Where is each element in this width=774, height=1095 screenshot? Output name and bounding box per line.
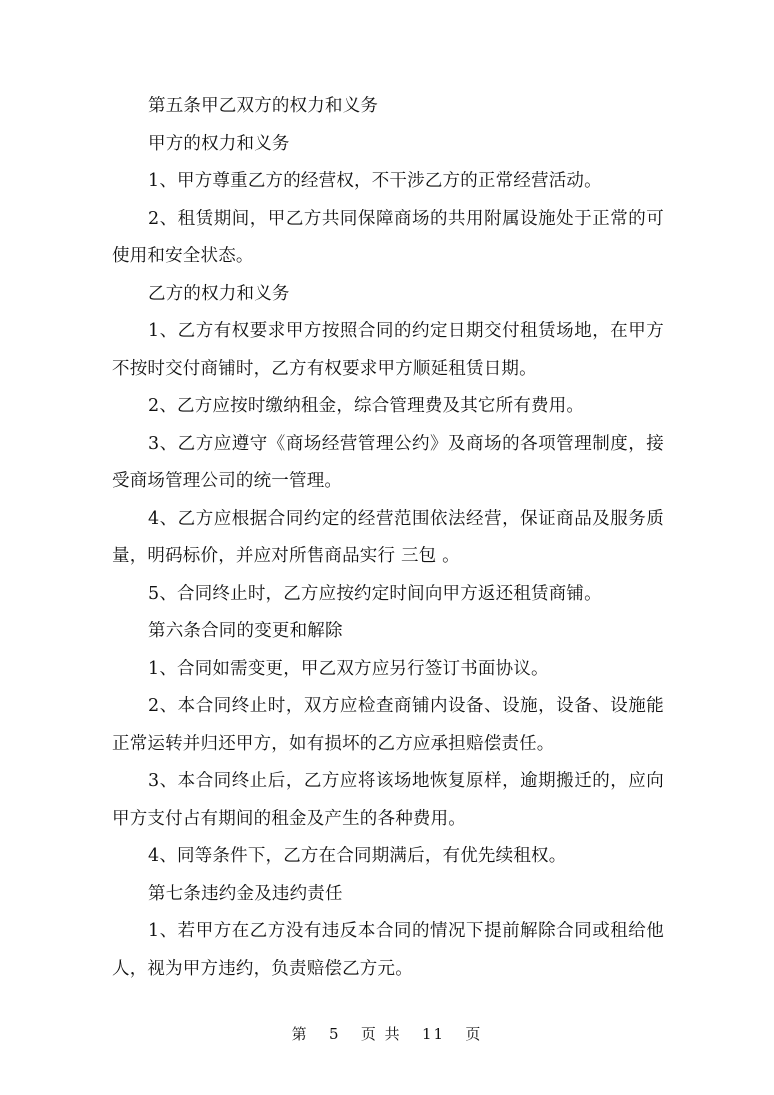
text-line: 1、甲方尊重乙方的经营权，不干涉乙方的正常经营活动。 bbox=[148, 171, 602, 191]
footer-middle: 页 共 bbox=[360, 1025, 402, 1043]
text-line: 人，视为甲方违约，负责赔偿乙方元。 bbox=[112, 958, 413, 979]
page-footer bbox=[0, 1024, 774, 1044]
footer-suffix: 页 bbox=[465, 1025, 483, 1043]
text-line: 不按时交付商铺时，乙方有权要求甲方顺延租赁日期。 bbox=[112, 358, 537, 379]
text-line: 乙方的权力和义务 bbox=[148, 283, 290, 304]
text-line: 量，明码标价，并应对所售商品实行 三包 。 bbox=[112, 546, 460, 566]
text-line: 1、乙方有权要求甲方按照合同的约定日期交付租赁场地，在甲方 bbox=[148, 321, 664, 341]
text-line: 2、租赁期间，甲乙方共同保障商场的共用附属设施处于正常的可 bbox=[148, 208, 664, 229]
document-body bbox=[112, 88, 664, 988]
text-line: 2、乙方应按时缴纳租金，综合管理费及其它所有费用。 bbox=[148, 396, 585, 416]
text-line: 3、乙方应遵守《商场经营管理公约》及商场的各项管理制度，接 bbox=[148, 433, 664, 454]
text-line: 5、合同终止时，乙方应按约定时间向甲方返还租赁商铺。 bbox=[148, 583, 602, 604]
text-line: 第六条合同的变更和解除 bbox=[148, 621, 343, 641]
text-line: 第五条甲乙双方的权力和义务 bbox=[148, 96, 379, 116]
text-line: 使用和安全状态。 bbox=[112, 246, 254, 266]
footer-prefix: 第 bbox=[291, 1025, 309, 1043]
text-line: 2、本合同终止时，双方应检查商铺内设备、设施，设备、设施能 bbox=[148, 696, 664, 716]
text-line: 1、合同如需变更，甲乙双方应另行签订书面协议。 bbox=[148, 658, 549, 679]
text-line: 3、本合同终止后，乙方应将该场地恢复原样，逾期搬迁的，应向 bbox=[148, 771, 664, 791]
text-line: 1、若甲方在乙方没有违反本合同的情况下提前解除合同或租给他 bbox=[148, 921, 664, 941]
text-line: 第七条违约金及违约责任 bbox=[148, 883, 343, 904]
text-line: 甲方的权力和义务 bbox=[148, 133, 290, 154]
text-line: 受商场管理公司的统一管理。 bbox=[112, 471, 343, 491]
text-line: 甲方支付占有期间的租金及产生的各种费用。 bbox=[112, 808, 466, 829]
footer-total-pages: 11 bbox=[421, 1025, 446, 1043]
footer-page-number: 5 bbox=[328, 1025, 341, 1043]
text-line: 4、同等条件下，乙方在合同期满后，有优先续租权。 bbox=[148, 846, 567, 866]
text-line: 4、乙方应根据合同约定的经营范围依法经营，保证商品及服务质 bbox=[148, 508, 664, 529]
text-line: 正常运转并归还甲方，如有损坏的乙方应承担赔偿责任。 bbox=[112, 733, 555, 754]
